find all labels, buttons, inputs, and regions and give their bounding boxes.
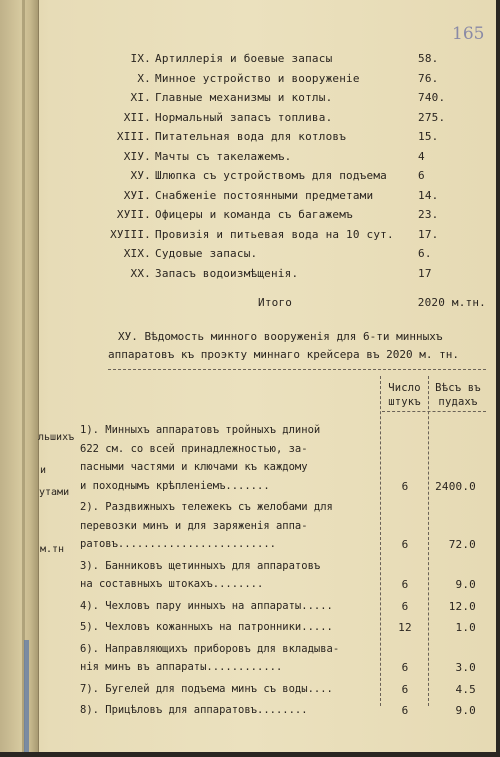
torpedo-item-line: на составныхъ штокахъ........ <box>80 578 264 590</box>
torpedo-item-weight: 9.0 <box>455 578 476 591</box>
load-item-value: 6 <box>418 169 425 182</box>
section-title-line-1: ХУ. Вѣдомость минного вооруженія для 6-ти минныхъ <box>118 330 443 343</box>
load-item-number: XУII. <box>116 208 151 221</box>
torpedo-item-line: 4). Чехловъ пару инныхъ на аппараты..... <box>80 599 333 612</box>
load-item-number: XI. <box>130 91 151 104</box>
margin-fragment: м.тн <box>40 544 65 555</box>
load-item-name: Главные механизмы и котлы. <box>155 91 333 104</box>
torpedo-item-weight: 2400.0 <box>435 479 476 493</box>
torpedo-item-count: 6 <box>401 538 409 551</box>
torpedo-item-count: 6 <box>401 479 409 493</box>
section-title-line-2: аппаратовъ къ проэкту миннаго крейсера въ 2020 м. тн. <box>108 348 459 361</box>
load-item-name: Провизія и питьевая вода на 10 сут. <box>155 227 394 241</box>
torpedo-item-line: 6). Направляющихъ приборовъ для вкладыва- <box>80 642 340 655</box>
load-item-name: Шлюпка съ устройствомъ для подъема <box>155 169 387 182</box>
load-item-value: 23. <box>418 208 439 221</box>
weight-column-rule <box>428 376 429 706</box>
torpedo-item-line: 2). Раздвижныхъ тележекъ съ желобами для <box>80 501 333 513</box>
col-header-weight-2: пудахъ <box>438 396 478 408</box>
torpedo-item-weight: 72.0 <box>448 538 476 551</box>
load-item-name: Снабженіе постоянными предметами <box>155 188 374 202</box>
load-item-number: XX. <box>130 266 151 280</box>
torpedo-item-weight: 3.0 <box>455 661 476 674</box>
load-item-value: 6. <box>418 247 432 260</box>
torpedo-item-line: 8). Прицѣловъ для аппаратовъ........ <box>80 704 308 716</box>
torpedo-item-count: 12 <box>398 621 412 634</box>
page-binding <box>0 0 39 752</box>
load-item-name: Нормальный запасъ топлива. <box>155 110 333 124</box>
load-item-number: XIX. <box>123 247 151 260</box>
load-item-value: 14. <box>418 188 439 202</box>
torpedo-item-line: перевозки минъ и для заряженія аппа- <box>80 519 308 532</box>
torpedo-item-line: 5). Чехловъ кожанныхъ на патронники..... <box>80 621 333 633</box>
load-item-name: Мачты съ такелажемъ. <box>155 149 292 163</box>
torpedo-item-count: 6 <box>401 578 409 591</box>
total-label: Итого <box>258 296 293 309</box>
load-item-number: XУI. <box>123 188 151 202</box>
torpedo-item-weight: 9.0 <box>455 704 476 717</box>
load-item-value: 4 <box>418 149 425 163</box>
load-item-value: 15. <box>418 130 439 143</box>
load-item-name: Офицеры и команда съ багажемъ <box>155 208 353 221</box>
torpedo-item-count: 6 <box>401 661 409 674</box>
margin-fragment: льшихъ <box>38 432 75 443</box>
col-header-count-1: Число <box>388 382 421 394</box>
load-item-number: IX. <box>130 52 151 65</box>
count-column-rule <box>380 376 381 706</box>
torpedo-item-count: 6 <box>401 599 409 613</box>
load-item-value: 275. <box>418 110 446 124</box>
torpedo-item-count: 6 <box>401 682 409 696</box>
torpedo-item-line: нія минъ въ аппараты............ <box>80 661 283 673</box>
torpedo-item-line: 3). Банниковъ щетинныхъ для аппаратовъ <box>80 559 321 572</box>
torpedo-item-line: пасными частями и ключами къ каждому <box>80 461 308 473</box>
torpedo-item-weight: 12.0 <box>448 599 476 613</box>
binding-tape <box>24 640 29 752</box>
col-header-count-2: штукъ <box>388 396 421 408</box>
page-number: 165 <box>452 24 485 44</box>
load-item-number: X. <box>137 71 151 85</box>
torpedo-item-line: и походнымъ крѣпленіемъ....... <box>80 479 270 492</box>
margin-fragment: и <box>40 465 47 476</box>
load-item-number: XIII. <box>116 130 151 143</box>
load-item-name: Судовые запасы. <box>155 247 258 260</box>
load-item-name: Запасъ водоизмѣщенія. <box>155 266 299 280</box>
torpedo-item-weight: 4.5 <box>455 682 476 696</box>
torpedo-item-line: 7). Бугелей для подъема минъ съ воды.... <box>80 682 333 695</box>
torpedo-item-line: ратовъ......................... <box>80 538 276 550</box>
load-item-number: XIУ. <box>123 149 151 163</box>
header-underline <box>382 411 486 412</box>
load-item-number: XУ. <box>130 169 151 182</box>
load-item-name: Питательная вода для котловъ <box>155 130 347 143</box>
table-top-rule <box>108 369 486 370</box>
load-item-number: XII. <box>123 110 151 124</box>
load-item-name: Минное устройство и вооруженіе <box>155 71 360 85</box>
margin-fragment: утами <box>39 487 70 498</box>
load-item-name: Артиллерія и боевые запасы <box>155 52 333 65</box>
load-item-value: 740. <box>418 91 446 104</box>
torpedo-item-line: 622 см. со всей принадлежностью, за- <box>80 442 308 455</box>
load-item-number: XУIII. <box>110 227 151 241</box>
load-item-value: 17 <box>418 266 432 280</box>
load-item-value: 76. <box>418 71 439 85</box>
torpedo-item-count: 6 <box>401 704 409 717</box>
load-item-value: 58. <box>418 52 439 65</box>
total-value: 2020 м.тн. <box>417 296 486 309</box>
torpedo-item-line: 1). Минныхъ аппаратовъ тройныхъ длиной <box>80 424 321 436</box>
col-header-weight-1: Вѣсъ въ <box>435 382 481 394</box>
torpedo-item-weight: 1.0 <box>455 621 476 634</box>
load-item-value: 17. <box>418 227 439 241</box>
